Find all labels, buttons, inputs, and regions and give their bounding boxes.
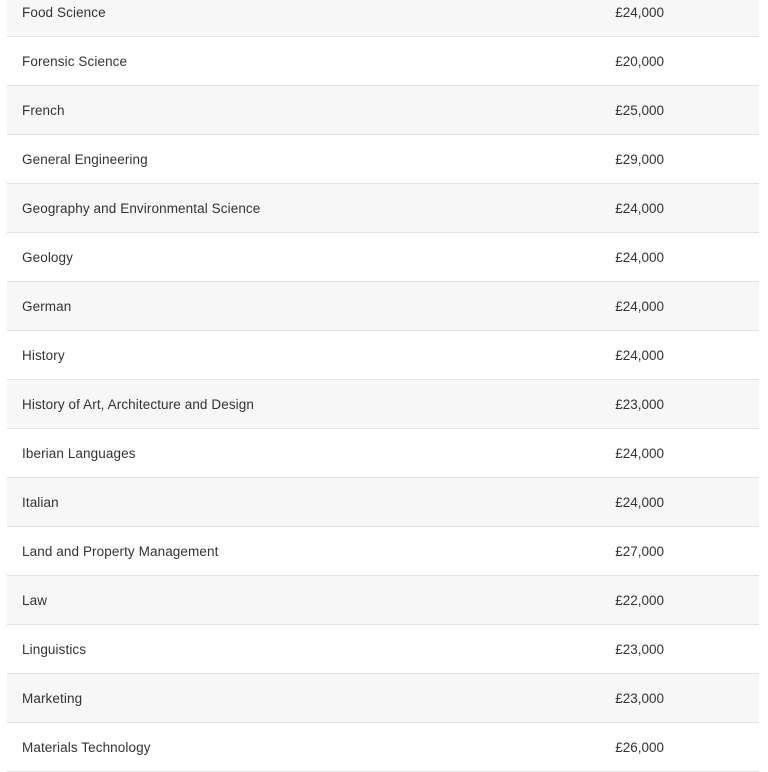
subject-cell: Marketing <box>22 690 83 706</box>
table-row <box>7 135 759 184</box>
salary-cell: £24,000 <box>615 347 664 363</box>
table-row <box>7 429 759 478</box>
subject-cell: Law <box>22 592 48 608</box>
salary-cell: £23,000 <box>615 396 664 412</box>
subject-cell: General Engineering <box>22 151 148 167</box>
salary-cell: £20,000 <box>615 53 664 69</box>
subject-cell: History <box>22 347 65 363</box>
subject-cell: Materials Technology <box>22 739 151 755</box>
table-row <box>7 478 759 527</box>
table-row <box>7 184 759 233</box>
subject-cell: Linguistics <box>22 641 87 657</box>
salary-cell: £25,000 <box>615 102 664 118</box>
salary-cell: £24,000 <box>615 298 664 314</box>
subject-cell: Italian <box>22 494 59 510</box>
salary-cell: £27,000 <box>615 543 664 559</box>
subject-cell: French <box>22 102 65 118</box>
salary-cell: £22,000 <box>615 592 664 608</box>
subject-cell: Iberian Languages <box>22 445 136 461</box>
subject-cell: Food Science <box>22 4 106 20</box>
salary-cell: £23,000 <box>615 641 664 657</box>
salary-table <box>7 0 759 772</box>
table-row <box>7 331 759 380</box>
salary-cell: £24,000 <box>615 4 664 20</box>
table-row <box>7 233 759 282</box>
subject-cell: Land and Property Management <box>22 543 219 559</box>
salary-cell: £29,000 <box>615 151 664 167</box>
table-row <box>7 86 759 135</box>
salary-cell: £24,000 <box>615 445 664 461</box>
subject-cell: History of Art, Architecture and Design <box>22 396 255 412</box>
salary-cell: £24,000 <box>615 494 664 510</box>
table-row <box>7 282 759 331</box>
salary-cell: £26,000 <box>615 739 664 755</box>
table-row <box>7 527 759 576</box>
table-row <box>7 37 759 86</box>
table-row <box>7 576 759 625</box>
subject-cell: Geology <box>22 249 73 265</box>
salary-cell: £24,000 <box>615 200 664 216</box>
subject-cell: German <box>22 298 72 314</box>
subject-cell: Geography and Environmental Science <box>22 200 261 216</box>
salary-cell: £23,000 <box>615 690 664 706</box>
table-row <box>7 723 759 772</box>
table-row <box>7 380 759 429</box>
table-row <box>7 625 759 674</box>
subject-cell: Forensic Science <box>22 53 128 69</box>
salary-cell: £24,000 <box>615 249 664 265</box>
table-row <box>7 0 759 37</box>
table-row <box>7 674 759 723</box>
